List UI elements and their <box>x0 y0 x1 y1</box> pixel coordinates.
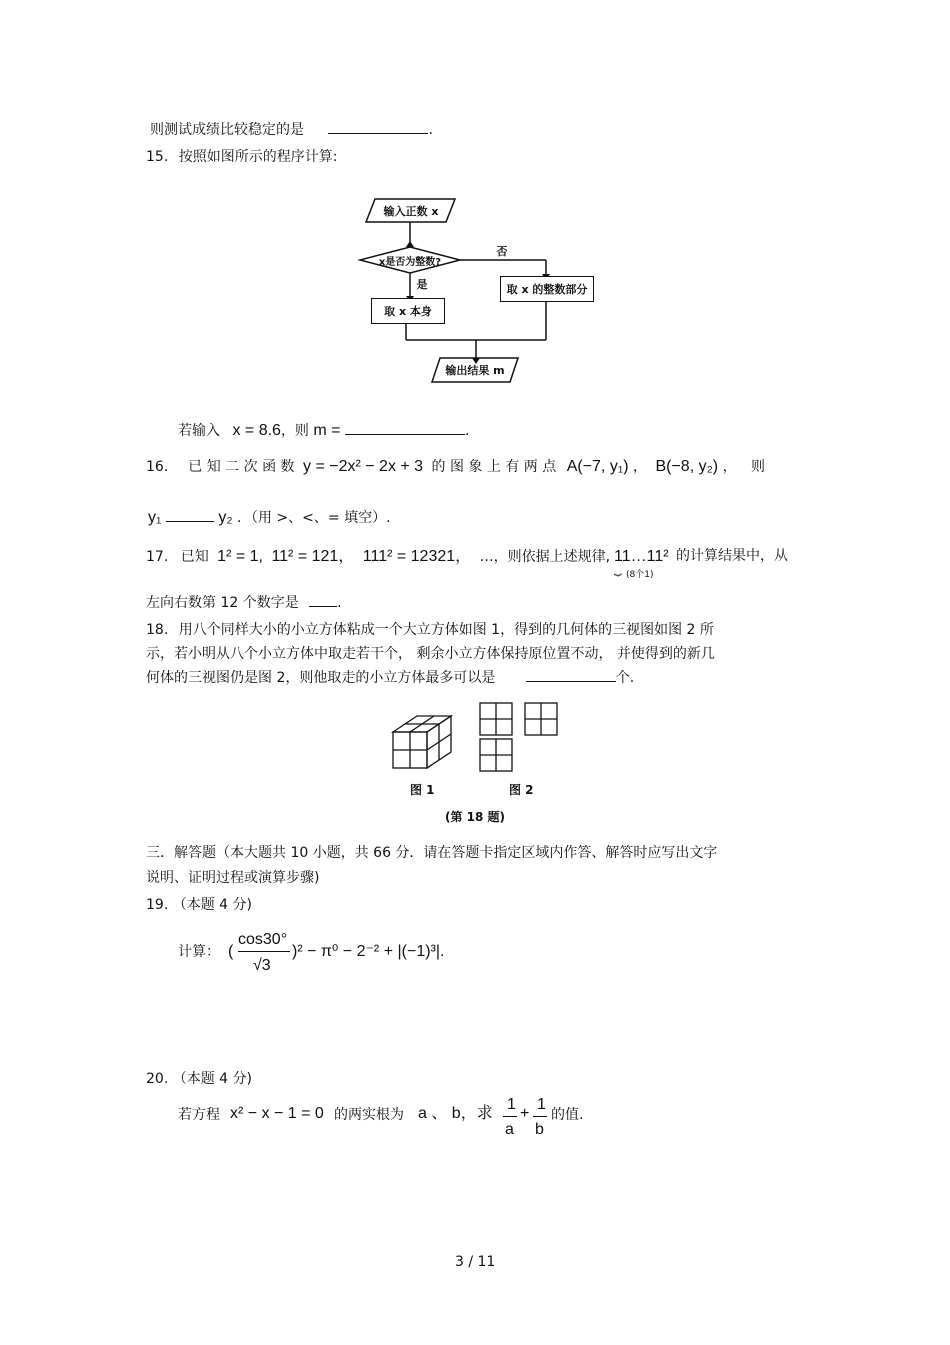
q20-prefix: 若方程 <box>178 1107 220 1123</box>
q17-expr-note: (8个1) <box>626 570 654 580</box>
q18-unit: 个. <box>615 670 635 686</box>
flow-decision-label: x是否为整数? <box>378 256 442 268</box>
q17-tail: . <box>337 595 342 611</box>
q20-frac2-line <box>533 1116 547 1117</box>
q17-line2-text: 左向右数第 12 个数字是 <box>146 595 299 611</box>
q17-line1 <box>146 549 610 565</box>
flow-input-label: 输入正数 x <box>383 205 439 218</box>
q20-middle: 的两实根为 <box>334 1107 404 1123</box>
q18-line3 <box>146 671 634 685</box>
q19-paren-left: ( <box>228 943 234 960</box>
q19-label: 计算： <box>178 944 220 960</box>
q16-blank-left: y₁ <box>148 509 162 526</box>
q19-frac-num: cos30° <box>238 931 288 948</box>
q19-frac-den: √3 <box>253 957 271 974</box>
page-number: 3 / 11 <box>455 1254 496 1270</box>
q16-point-b: B(−8, y₂) <box>655 458 719 475</box>
q19-header: 19. （本题 4 分) <box>146 897 252 913</box>
q20-frac2-num: 1 <box>537 1096 546 1113</box>
q17-eq2: 11² = 121， <box>271 548 355 565</box>
q16-prefix: 已 知 二 次 函 数 <box>188 459 295 475</box>
q17-expr: 11…11² <box>614 548 669 565</box>
q16-line2 <box>148 510 391 526</box>
q20-frac1-line <box>503 1116 517 1117</box>
q18-fig2-label: 图 2 <box>509 783 534 797</box>
q17-eq3: 111² = 12321， <box>362 548 472 565</box>
q15-text: 按照如图所示的程序计算: <box>178 149 338 165</box>
flow-no-label: 否 <box>496 245 508 258</box>
q15-question: 若输入 x = 8.6，则 m = . <box>178 422 470 439</box>
q20-frac2-den: b <box>535 1121 544 1138</box>
q17-text1: 已知 <box>180 549 209 565</box>
section3-line2: 说明、证明过程或演算步骤) <box>146 870 320 886</box>
q16-blank <box>166 521 214 522</box>
stable-line: 则测试成绩比较稳定的是 . <box>150 122 433 138</box>
q17-text3: 的计算结果中，从 <box>676 548 788 564</box>
q15-number: 15. <box>146 149 169 165</box>
fig2-views <box>480 703 557 771</box>
q20-equation: x² − x − 1 = 0 <box>230 1105 324 1122</box>
q16-then: 则 <box>751 459 766 475</box>
q17-brace: ⏟ <box>614 562 622 577</box>
flow-branch-no: 取 x 的整数部分 <box>500 276 594 302</box>
fig1-cube <box>393 716 451 768</box>
q16-hint: ．（用 >、<、= 填空）. <box>236 510 391 526</box>
q20-header: 20. （本题 4 分) <box>146 1071 252 1087</box>
q15-prefix: 若输入 <box>178 423 220 439</box>
q18-text1: 用八个同样大小的小立方体粘成一个大立方体如图 1，得到的几何体的三视图如图 2 所 <box>178 622 714 638</box>
q18-line1 <box>146 623 714 637</box>
q16-line1: 16． 已 知 二 次 函 数 y = −2x² − 2x + 3 的 图 象 上 有 两 点 A(−7, y₁) ， B(−8, y₂) ， 则 <box>146 458 766 475</box>
q20-roots: a 、 b，求 <box>418 1105 493 1122</box>
flow-yes-label: 是 <box>416 278 428 291</box>
q15-header <box>146 150 337 164</box>
q15-m-var: m = <box>313 422 341 439</box>
q16-blank-right: y₂ <box>218 509 233 526</box>
q20-suffix: 的值. <box>551 1107 584 1123</box>
q18-number: 18. <box>146 622 169 638</box>
q18-line2: 示，若小明从八个小立方体中取走若干个， 剩余小立方体保持原位置不动， 并使得到的新几 <box>146 646 715 662</box>
q15-mid: ，则 <box>280 423 309 439</box>
q19-expr-rest: )² − π⁰ − 2⁻² + |(−1)³|. <box>292 943 445 960</box>
section3-line1: 三．解答题（本大题共 10 小题，共 66 分．请在答题卡指定区域内作答、解答时应写出文字 <box>146 845 718 861</box>
q18-text3: 何体的三视图仍是图 2，则他取走的小立方体最多可以是 <box>146 670 496 686</box>
q20-plus: + <box>520 1105 530 1122</box>
q17-number: 17. <box>146 549 169 565</box>
q18-blank <box>526 681 616 682</box>
q17-text2: …，则依据上述规律, <box>479 549 611 565</box>
q16-function: y = −2x² − 2x + 3 <box>303 458 424 475</box>
q20-frac1-num: 1 <box>507 1096 516 1113</box>
q19-frac-line <box>238 951 290 952</box>
q20-frac1-den: a <box>505 1121 514 1138</box>
q16-point-a: A(−7, y₁) <box>566 458 629 475</box>
q17-blank <box>309 606 337 607</box>
flow-output-label: 输出结果 m <box>445 364 505 377</box>
q17-line2 <box>146 596 342 610</box>
q15-blank <box>345 434 465 435</box>
q15-x-value: x = 8.6 <box>232 422 281 439</box>
q18-caption: (第 18 题) <box>445 810 506 824</box>
stable-blank <box>328 133 428 134</box>
q18-fig1-label: 图 1 <box>410 783 435 797</box>
stable-text: 则测试成绩比较稳定的是 <box>150 122 304 138</box>
q17-eq1: 1² = 1, <box>217 548 263 565</box>
flow-branch-yes: 取 x 本身 <box>371 298 445 324</box>
q16-middle: 的 图 象 上 有 两 点 <box>431 459 557 475</box>
q16-number: 16． <box>146 459 178 475</box>
